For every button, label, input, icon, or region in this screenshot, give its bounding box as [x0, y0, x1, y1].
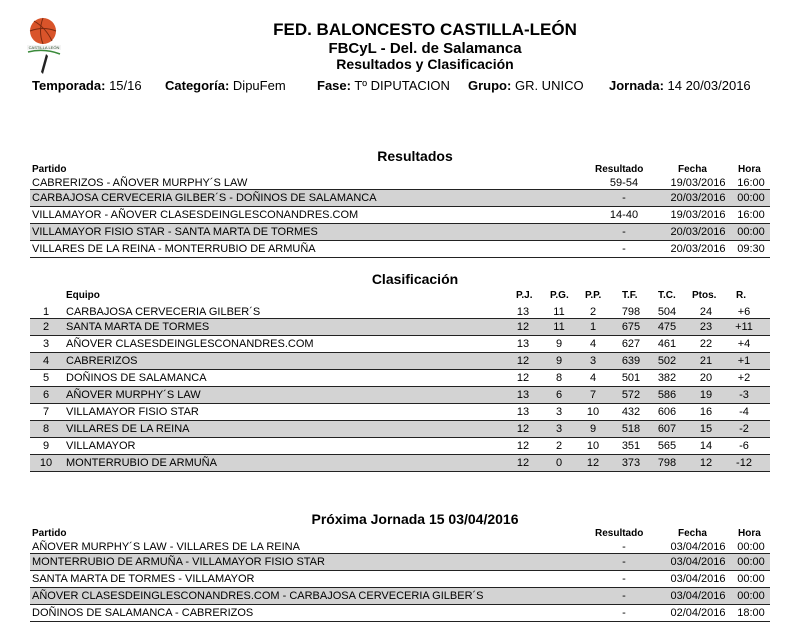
col-hora-header: Hora	[738, 528, 761, 539]
games-played: 12	[516, 321, 530, 333]
match-time: 00:00	[737, 541, 765, 553]
match-result: -	[622, 226, 626, 238]
match-teams: SANTA MARTA DE TORMES - VILLAMAYOR	[32, 573, 255, 585]
match-date: 03/04/2016	[670, 541, 726, 553]
team-name: CABRERIZOS	[66, 355, 138, 367]
games-won: 6	[555, 389, 563, 401]
resultados-header-row	[30, 164, 770, 176]
games-won: 11	[553, 321, 565, 333]
match-date: 03/04/2016	[670, 590, 726, 602]
standing-points: 15	[699, 423, 713, 435]
match-teams: DOÑINOS DE SALAMANCA - CABRERIZOS	[32, 607, 254, 619]
match-result: -	[622, 243, 626, 255]
match-row	[30, 176, 770, 190]
team-name: VILLAMAYOR	[66, 440, 136, 452]
standing-points: 16	[699, 406, 713, 418]
points-against: 798	[657, 457, 677, 469]
col-partido-header: Partido	[32, 164, 67, 175]
point-ratio: +1	[737, 355, 751, 367]
standings-row	[30, 455, 770, 472]
standings-row	[30, 336, 770, 353]
games-lost: 4	[589, 338, 597, 350]
team-name: DOÑINOS DE SALAMANCA	[66, 372, 207, 384]
games-played: 13	[516, 406, 530, 418]
team-position: 4	[42, 355, 50, 367]
games-played: 13	[516, 389, 530, 401]
points-for: 518	[621, 423, 641, 435]
standings-row	[30, 421, 770, 438]
col-fecha-header: Fecha	[678, 164, 707, 175]
team-position: 5	[42, 372, 50, 384]
standings-row	[30, 370, 770, 387]
team-name: VILLAMAYOR FISIO STAR	[66, 406, 199, 418]
clasificacion-title: Clasificación	[371, 271, 459, 287]
standing-points: 21	[699, 355, 713, 367]
games-lost: 4	[589, 372, 597, 384]
team-position: 1	[42, 306, 50, 318]
match-date: 20/03/2016	[670, 192, 726, 204]
team-name: AÑOVER CLASESDEINGLESCONANDRES.COM	[66, 338, 314, 350]
games-won: 0	[555, 457, 563, 469]
points-against: 382	[657, 372, 677, 384]
match-teams: MONTERRUBIO DE ARMUÑA - VILLAMAYOR FISIO STAR	[32, 556, 325, 568]
points-for: 373	[621, 457, 641, 469]
match-date: 19/03/2016	[670, 209, 726, 221]
points-for: 627	[621, 338, 641, 350]
match-teams: CABRERIZOS - AÑOVER MURPHY´S LAW	[32, 177, 248, 189]
col-tf-header: T.F.	[622, 290, 638, 301]
team-position: 6	[42, 389, 50, 401]
match-time: 00:00	[737, 192, 765, 204]
games-lost: 2	[589, 306, 597, 318]
match-time: 16:00	[737, 177, 765, 189]
games-lost: 9	[589, 423, 597, 435]
match-result: 59-54	[609, 177, 639, 189]
games-won: 9	[555, 355, 563, 367]
match-row	[30, 605, 770, 622]
delegation-subtitle: FBCyL - Del. de Salamanca	[328, 40, 522, 57]
point-ratio: -4	[739, 406, 749, 418]
games-won: 9	[555, 338, 563, 350]
games-won: 2	[555, 440, 563, 452]
points-against: 461	[657, 338, 677, 350]
report-title: Resultados y Clasificación	[336, 56, 514, 72]
games-lost: 3	[589, 355, 597, 367]
standing-points: 12	[699, 457, 713, 469]
standing-points: 22	[699, 338, 713, 350]
logo-text: CASTILLA LEÓN	[28, 45, 60, 50]
points-for: 572	[621, 389, 641, 401]
col-resultado-header: Resultado	[595, 528, 644, 539]
col-pp-header: P.P.	[585, 290, 602, 301]
match-row	[30, 241, 770, 258]
match-date: 20/03/2016	[670, 243, 726, 255]
points-against: 504	[657, 306, 677, 318]
resultados-title: Resultados	[377, 148, 453, 164]
proxima-header-row	[30, 528, 770, 540]
match-teams: VILLAMAYOR FISIO STAR - SANTA MARTA DE TORMES	[32, 226, 318, 238]
standings-row	[30, 353, 770, 370]
point-ratio: +2	[737, 372, 751, 384]
match-time: 00:00	[737, 590, 765, 602]
standing-points: 19	[699, 389, 713, 401]
proxima-table	[30, 528, 770, 622]
games-won: 8	[555, 372, 563, 384]
points-against: 475	[657, 321, 677, 333]
standings-row	[30, 404, 770, 421]
match-time: 16:00	[737, 209, 765, 221]
games-lost: 7	[589, 389, 597, 401]
match-time: 00:00	[737, 226, 765, 238]
match-date: 03/04/2016	[670, 556, 726, 568]
match-result: -	[622, 590, 626, 602]
games-won: 3	[555, 406, 563, 418]
games-lost: 10	[586, 406, 600, 418]
games-played: 12	[516, 423, 530, 435]
points-for: 501	[621, 372, 641, 384]
games-played: 12	[516, 355, 530, 367]
col-partido-header: Partido	[32, 528, 67, 539]
points-against: 607	[657, 423, 677, 435]
meta-categoria: Categoría: DipuFem	[165, 78, 286, 93]
match-date: 20/03/2016	[670, 226, 726, 238]
match-teams: CARBAJOSA CERVECERIA GILBER´S - DOÑINOS DE SALAMANCA	[32, 192, 377, 204]
games-played: 13	[516, 338, 530, 350]
standing-points: 23	[699, 321, 713, 333]
standings-row	[30, 387, 770, 404]
games-won: 11	[553, 306, 565, 318]
match-time: 00:00	[737, 556, 765, 568]
standing-points: 20	[699, 372, 713, 384]
games-lost: 1	[589, 321, 597, 333]
col-resultado-header: Resultado	[595, 164, 644, 175]
match-row	[30, 190, 770, 207]
team-name: MONTERRUBIO DE ARMUÑA	[66, 457, 217, 469]
match-row	[30, 571, 770, 588]
match-teams: VILLAMAYOR - AÑOVER CLASESDEINGLESCONANDRES.COM	[32, 209, 359, 221]
point-ratio: -6	[739, 440, 749, 452]
col-pg-header: P.G.	[550, 290, 569, 301]
standings-row	[30, 438, 770, 455]
match-teams: VILLARES DE LA REINA - MONTERRUBIO DE ARMUÑA	[32, 243, 316, 255]
team-name: SANTA MARTA DE TORMES	[66, 321, 210, 333]
match-result: -	[622, 541, 626, 553]
federation-title: FED. BALONCESTO CASTILLA-LEÓN	[273, 20, 577, 39]
clasificacion-table	[30, 290, 770, 472]
games-lost: 12	[586, 457, 600, 469]
points-for: 639	[621, 355, 641, 367]
points-against: 606	[657, 406, 677, 418]
standings-row	[30, 319, 770, 336]
col-pj-header: P.J.	[516, 290, 533, 301]
col-ptos-header: Ptos.	[692, 290, 717, 301]
team-position: 3	[42, 338, 50, 350]
match-row	[30, 224, 770, 241]
meta-temporada: Temporada: 15/16	[32, 78, 142, 93]
match-teams: AÑOVER MURPHY´S LAW - VILLARES DE LA REINA	[32, 541, 300, 553]
standing-points: 24	[699, 306, 713, 318]
match-date: 19/03/2016	[670, 177, 726, 189]
team-position: 2	[42, 321, 50, 333]
team-name: VILLARES DE LA REINA	[66, 423, 190, 435]
points-against: 565	[657, 440, 677, 452]
games-lost: 10	[586, 440, 600, 452]
col-hora-header: Hora	[738, 164, 761, 175]
games-played: 13	[516, 306, 530, 318]
team-position: 7	[42, 406, 50, 418]
points-for: 675	[621, 321, 641, 333]
team-position: 9	[42, 440, 50, 452]
resultados-table	[30, 164, 770, 258]
point-ratio: -3	[739, 389, 749, 401]
match-result: -	[622, 607, 626, 619]
match-row	[30, 540, 770, 554]
point-ratio: +4	[737, 338, 751, 350]
meta-fase: Fase: Tº DIPUTACION	[317, 78, 450, 93]
match-result: 14-40	[609, 209, 639, 221]
match-row	[30, 207, 770, 224]
games-played: 12	[516, 457, 530, 469]
match-result: -	[622, 573, 626, 585]
team-position: 8	[42, 423, 50, 435]
match-date: 02/04/2016	[670, 607, 726, 619]
col-equipo-header: Equipo	[66, 290, 100, 301]
match-time: 00:00	[737, 573, 765, 585]
point-ratio: -2	[739, 423, 749, 435]
match-row	[30, 588, 770, 605]
point-ratio: +11	[735, 321, 753, 333]
meta-jornada: Jornada: 14 20/03/2016	[609, 78, 751, 93]
standing-points: 14	[699, 440, 713, 452]
match-date: 03/04/2016	[670, 573, 726, 585]
games-won: 3	[555, 423, 563, 435]
match-teams: AÑOVER CLASESDEINGLESCONANDRES.COM - CARBAJOSA CERVECERIA GILBER´S	[32, 590, 484, 602]
match-result: -	[622, 192, 626, 204]
col-fecha-header: Fecha	[678, 528, 707, 539]
team-name: CARBAJOSA CERVECERIA GILBER´S	[66, 306, 261, 318]
match-result: -	[622, 556, 626, 568]
point-ratio: +6	[737, 306, 751, 318]
proxima-jornada-title: Próxima Jornada 15 03/04/2016	[311, 511, 519, 527]
col-r-header: R.	[736, 290, 746, 301]
meta-grupo: Grupo: GR. UNICO	[468, 78, 584, 93]
games-played: 12	[516, 372, 530, 384]
team-position: 10	[39, 457, 53, 469]
points-for: 432	[621, 406, 641, 418]
standings-row	[30, 305, 770, 319]
games-played: 12	[516, 440, 530, 452]
match-time: 09:30	[737, 243, 765, 255]
point-ratio: -12	[736, 457, 752, 469]
points-for: 351	[621, 440, 641, 452]
col-tc-header: T.C.	[658, 290, 676, 301]
match-time: 18:00	[737, 607, 765, 619]
clasificacion-header-row	[30, 290, 770, 302]
team-name: AÑOVER MURPHY´S LAW	[66, 389, 201, 401]
points-for: 798	[621, 306, 641, 318]
points-against: 502	[657, 355, 677, 367]
report-meta	[0, 78, 800, 96]
match-row	[30, 554, 770, 571]
points-against: 586	[657, 389, 677, 401]
